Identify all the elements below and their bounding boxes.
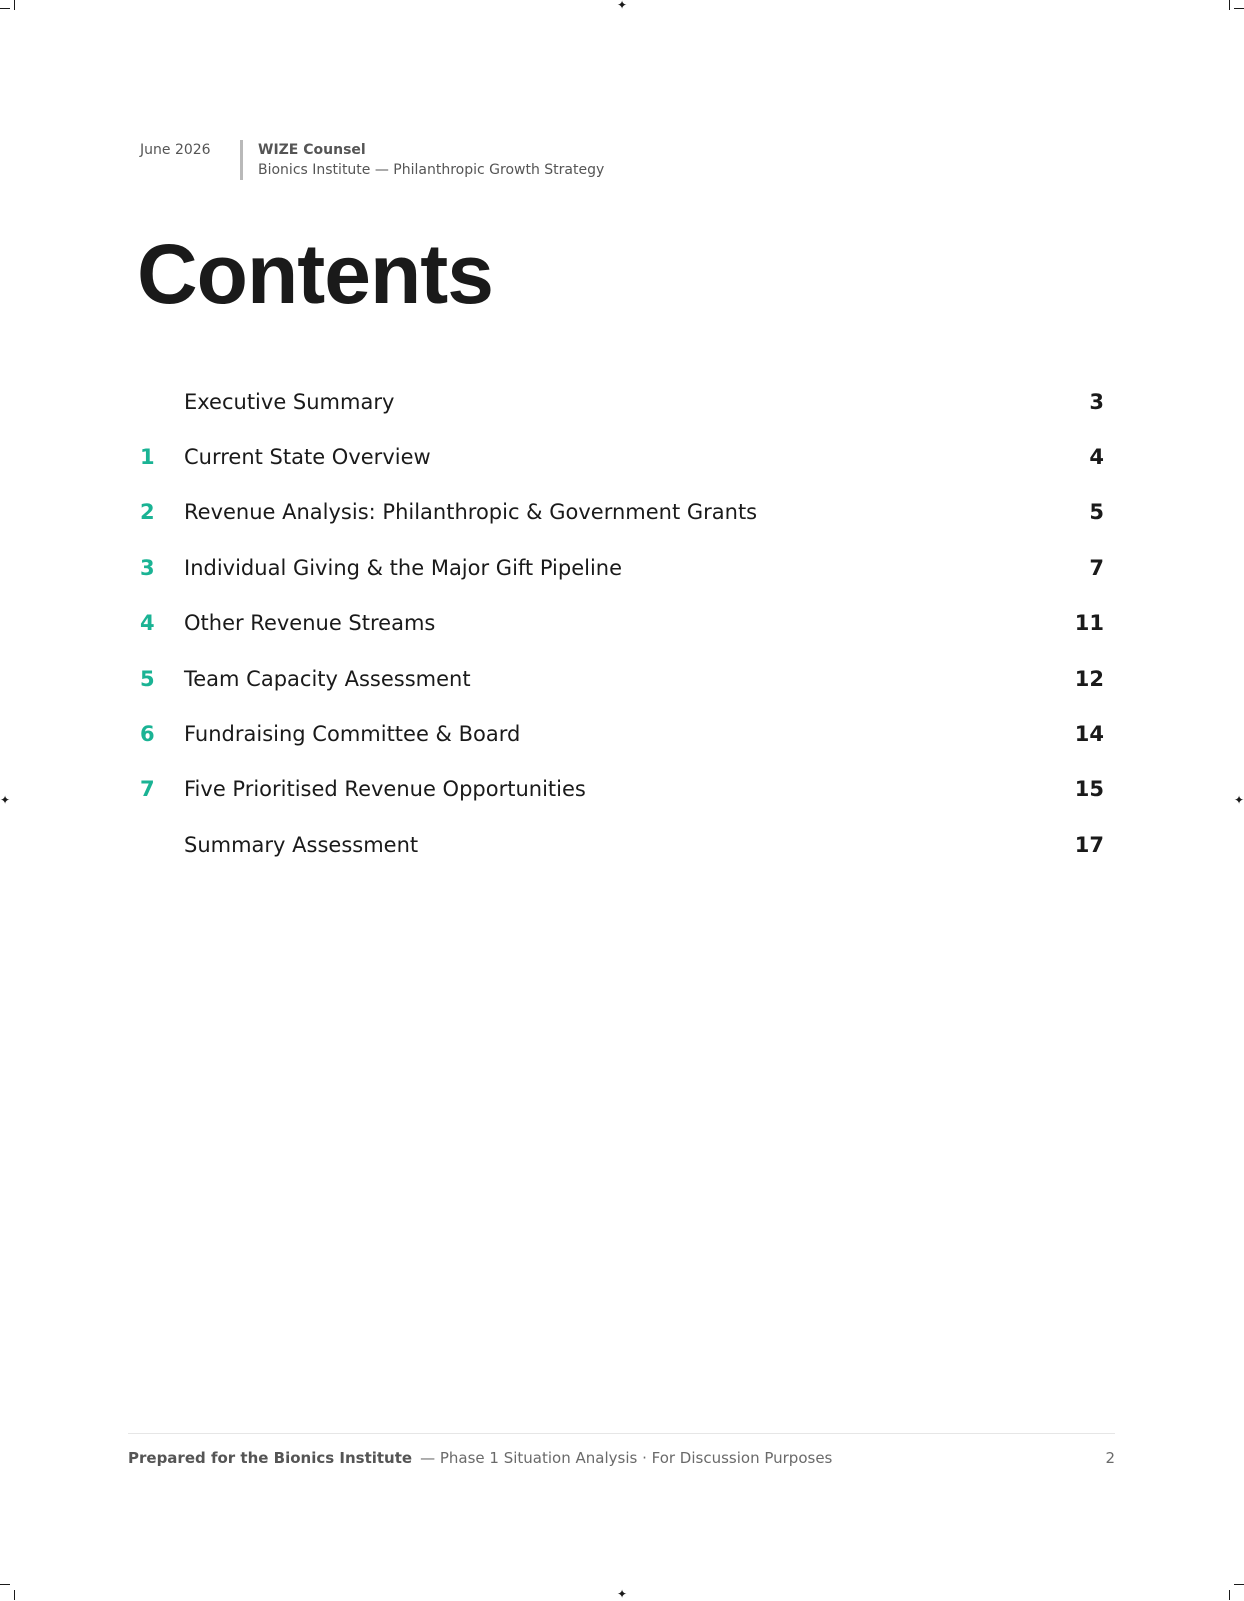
toc-entry[interactable] bbox=[140, 429, 1104, 484]
header-subtitle: Bionics Institute — Philanthropic Growth Strategy bbox=[258, 162, 605, 178]
toc-entry-label: Revenue Analysis: Philanthropic & Government Grants bbox=[184, 500, 758, 525]
crop-mark bbox=[1234, 1584, 1244, 1585]
document-header bbox=[140, 140, 604, 180]
toc-entry[interactable] bbox=[140, 374, 1104, 429]
toc-entry[interactable] bbox=[140, 762, 1104, 817]
page-footer bbox=[128, 1449, 1115, 1467]
header-firm-name: WIZE Counsel bbox=[258, 142, 366, 158]
toc-entry-label: Five Prioritised Revenue Opportunities bbox=[184, 777, 586, 802]
footer-page-number: 2 bbox=[1105, 1449, 1115, 1467]
toc-entry[interactable] bbox=[140, 596, 1104, 651]
toc-entry[interactable] bbox=[140, 485, 1104, 540]
toc-entry-number: 5 bbox=[140, 666, 155, 691]
crop-mark bbox=[1229, 1590, 1230, 1600]
registration-mark-icon: ✦ bbox=[1233, 793, 1244, 807]
toc-entry-label: Fundraising Committee & Board bbox=[184, 722, 521, 747]
toc-entry[interactable] bbox=[140, 540, 1104, 595]
toc-entry-page: 17 bbox=[1074, 832, 1104, 857]
table-of-contents bbox=[140, 374, 1104, 873]
crop-mark bbox=[1229, 0, 1230, 10]
header-date: June 2026 bbox=[140, 142, 211, 158]
toc-entry-label: Summary Assessment bbox=[184, 832, 419, 857]
footer-details: — Phase 1 Situation Analysis · For Discussion Purposes bbox=[420, 1449, 833, 1467]
toc-entry-page: 12 bbox=[1074, 666, 1104, 691]
toc-entry-page: 15 bbox=[1074, 777, 1104, 802]
toc-entry-page: 5 bbox=[1089, 500, 1104, 525]
crop-mark bbox=[0, 8, 10, 9]
page-title: Contents bbox=[137, 227, 493, 321]
toc-entry-page: 11 bbox=[1074, 611, 1104, 636]
toc-entry-label: Team Capacity Assessment bbox=[184, 666, 471, 691]
toc-entry-page: 4 bbox=[1089, 445, 1104, 470]
registration-mark-icon: ✦ bbox=[0, 793, 11, 807]
toc-entry-number: 4 bbox=[140, 611, 155, 636]
toc-entry-page: 14 bbox=[1074, 722, 1104, 747]
toc-entry-label: Other Revenue Streams bbox=[184, 611, 436, 636]
toc-entry-number: 6 bbox=[140, 722, 155, 747]
toc-entry-number: 1 bbox=[140, 445, 155, 470]
crop-mark bbox=[14, 1590, 15, 1600]
toc-entry[interactable] bbox=[140, 651, 1104, 706]
footer-divider bbox=[128, 1433, 1115, 1434]
toc-entry-page: 3 bbox=[1089, 389, 1104, 414]
registration-mark-icon: ✦ bbox=[616, 0, 628, 12]
toc-entry-number: 2 bbox=[140, 500, 155, 525]
header-text bbox=[258, 140, 604, 180]
toc-entry-label: Executive Summary bbox=[184, 389, 395, 414]
registration-mark-icon: ✦ bbox=[616, 1587, 628, 1601]
toc-entry-number: 3 bbox=[140, 555, 155, 580]
toc-entry[interactable] bbox=[140, 706, 1104, 761]
toc-entry-page: 7 bbox=[1089, 555, 1104, 580]
crop-mark bbox=[1234, 8, 1244, 9]
toc-entry-number: 7 bbox=[140, 777, 155, 802]
footer-prepared-for: Prepared for the Bionics Institute bbox=[128, 1449, 413, 1467]
toc-entry-label: Current State Overview bbox=[184, 445, 431, 470]
toc-entry[interactable] bbox=[140, 817, 1104, 872]
crop-mark bbox=[0, 1584, 10, 1585]
header-divider bbox=[240, 140, 243, 180]
toc-entry-label: Individual Giving & the Major Gift Pipeline bbox=[184, 555, 623, 580]
crop-mark bbox=[14, 0, 15, 10]
